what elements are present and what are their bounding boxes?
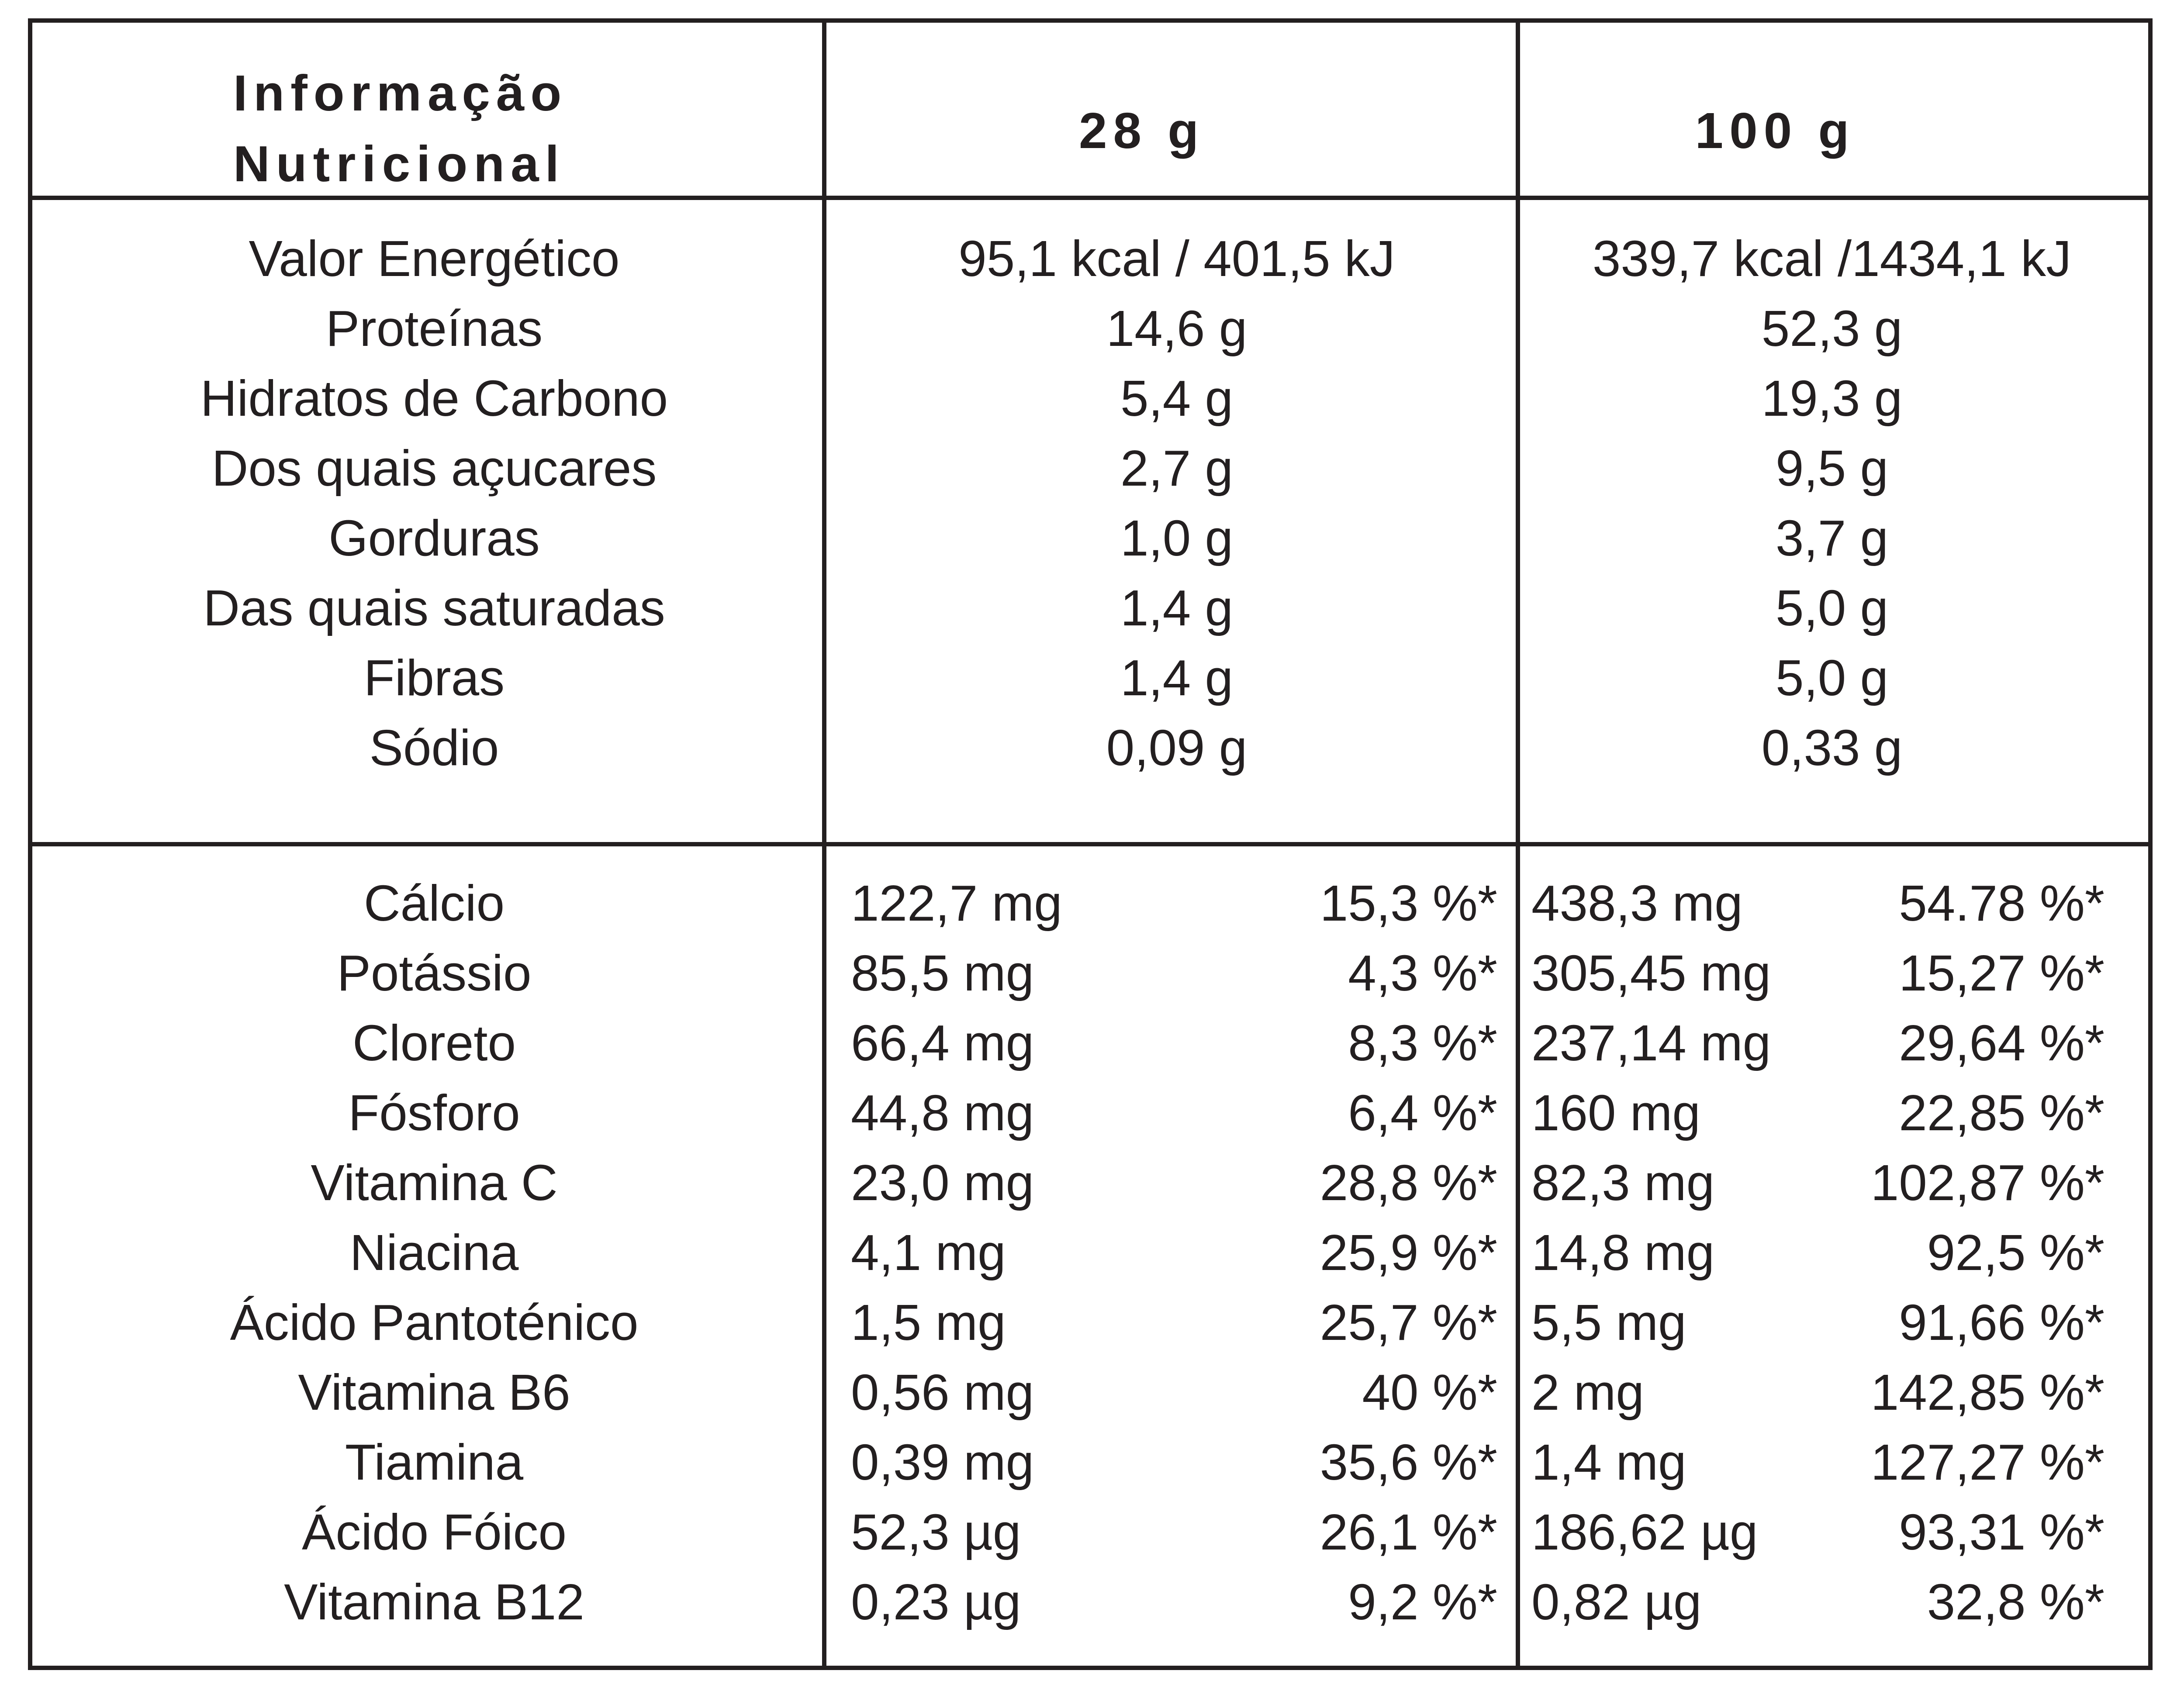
amount-per-100g: 14,8 mg bbox=[1531, 1224, 1715, 1281]
table-row bbox=[32, 643, 2148, 713]
amount-per-28g: 52,3 µg bbox=[851, 1504, 1021, 1560]
amount-per-28g: 0,56 mg bbox=[851, 1364, 1034, 1421]
table-row bbox=[32, 868, 2148, 938]
amount-per-28g: 4,1 mg bbox=[851, 1224, 1006, 1281]
value-per-100g: 19,3 g bbox=[1761, 370, 1903, 427]
table-row bbox=[32, 1497, 2148, 1567]
percent-per-100g: 32,8 %* bbox=[1927, 1574, 2105, 1630]
percent-per-28g: 6,4 %* bbox=[1348, 1084, 1497, 1141]
percent-per-100g: 29,64 %* bbox=[1899, 1015, 2105, 1071]
percent-per-28g: 9,2 %* bbox=[1348, 1574, 1497, 1630]
percent-per-28g: 25,9 %* bbox=[1320, 1224, 1497, 1281]
table-row bbox=[32, 938, 2148, 1008]
table-row bbox=[32, 433, 2148, 503]
percent-per-100g: 22,85 %* bbox=[1899, 1084, 2105, 1141]
percent-per-100g: 54.78 %* bbox=[1899, 875, 2105, 932]
nutrient-name: Gorduras bbox=[328, 510, 540, 566]
table-row bbox=[32, 1008, 2148, 1078]
amount-per-100g: 0,82 µg bbox=[1531, 1574, 1702, 1630]
nutrient-name: Fósforo bbox=[348, 1084, 520, 1141]
nutrient-name: Fibras bbox=[363, 649, 505, 706]
amount-per-100g: 186,62 µg bbox=[1531, 1504, 1758, 1560]
nutrient-name: Sódio bbox=[369, 719, 499, 776]
table-row bbox=[32, 1287, 2148, 1357]
nutrient-name: Cloreto bbox=[352, 1015, 516, 1071]
table-row bbox=[32, 1357, 2148, 1427]
percent-per-100g: 91,66 %* bbox=[1899, 1294, 2105, 1351]
percent-per-100g: 142,85 %* bbox=[1870, 1364, 2105, 1421]
percent-per-28g: 35,6 %* bbox=[1320, 1434, 1497, 1491]
amount-per-28g: 0,23 µg bbox=[851, 1574, 1021, 1630]
amount-per-100g: 82,3 mg bbox=[1531, 1154, 1715, 1211]
title-line-1: Informação bbox=[233, 65, 568, 121]
value-per-28g: 1,4 g bbox=[1120, 649, 1233, 706]
percent-per-28g: 15,3 %* bbox=[1320, 875, 1497, 932]
amount-per-28g: 1,5 mg bbox=[851, 1294, 1006, 1351]
section-divider bbox=[32, 842, 2148, 846]
table-row bbox=[32, 1148, 2148, 1218]
value-per-28g: 5,4 g bbox=[1120, 370, 1233, 427]
percent-per-100g: 15,27 %* bbox=[1899, 945, 2105, 1001]
nutrient-name: Vitamina B6 bbox=[298, 1364, 570, 1421]
percent-per-28g: 28,8 %* bbox=[1320, 1154, 1497, 1211]
nutrient-name: Cálcio bbox=[363, 875, 505, 932]
percent-per-100g: 93,31 %* bbox=[1899, 1504, 2105, 1560]
nutrition-table bbox=[28, 18, 2153, 1670]
value-per-28g: 0,09 g bbox=[1106, 719, 1248, 776]
nutrient-name: Ácido Fóico bbox=[301, 1504, 567, 1560]
value-per-100g: 0,33 g bbox=[1761, 719, 1903, 776]
nutrient-name: Tiamina bbox=[345, 1434, 524, 1491]
nutrient-name: Potássio bbox=[337, 945, 532, 1001]
value-per-100g: 5,0 g bbox=[1776, 580, 1888, 636]
nutrient-name: Ácido Pantoténico bbox=[230, 1294, 639, 1351]
amount-per-28g: 122,7 mg bbox=[851, 875, 1062, 932]
amount-per-100g: 160 mg bbox=[1531, 1084, 1700, 1141]
table-row bbox=[32, 1567, 2148, 1637]
table-row bbox=[32, 503, 2148, 573]
table-row bbox=[32, 363, 2148, 433]
nutrient-name: Vitamina C bbox=[311, 1154, 558, 1211]
table-row bbox=[32, 1218, 2148, 1287]
value-per-28g: 95,1 kcal / 401,5 kJ bbox=[958, 230, 1395, 287]
value-per-28g: 14,6 g bbox=[1106, 300, 1248, 357]
amount-per-28g: 23,0 mg bbox=[851, 1154, 1034, 1211]
percent-per-100g: 102,87 %* bbox=[1870, 1154, 2105, 1211]
nutrient-name: Valor Energético bbox=[249, 230, 620, 287]
value-per-28g: 1,4 g bbox=[1120, 580, 1233, 636]
percent-per-28g: 4,3 %* bbox=[1348, 945, 1497, 1001]
nutrient-name: Dos quais açucares bbox=[211, 440, 657, 497]
table-row bbox=[32, 224, 2148, 293]
column-header-100g: 100 g bbox=[1695, 102, 1856, 159]
amount-per-100g: 5,5 mg bbox=[1531, 1294, 1686, 1351]
amount-per-100g: 305,45 mg bbox=[1531, 945, 1771, 1001]
percent-per-28g: 26,1 %* bbox=[1320, 1504, 1497, 1560]
nutrient-name: Proteínas bbox=[325, 300, 543, 357]
value-per-100g: 52,3 g bbox=[1761, 300, 1903, 357]
percent-per-100g: 127,27 %* bbox=[1870, 1434, 2105, 1491]
value-per-28g: 1,0 g bbox=[1120, 510, 1233, 566]
amount-per-28g: 44,8 mg bbox=[851, 1084, 1034, 1141]
value-per-28g: 2,7 g bbox=[1120, 440, 1233, 497]
column-header-28g: 28 g bbox=[1078, 102, 1205, 159]
table-row bbox=[32, 573, 2148, 643]
nutrient-name: Hidratos de Carbono bbox=[200, 370, 668, 427]
value-per-100g: 339,7 kcal /1434,1 kJ bbox=[1592, 230, 2072, 287]
table-row bbox=[32, 1427, 2148, 1497]
table-row bbox=[32, 713, 2148, 783]
amount-per-28g: 85,5 mg bbox=[851, 945, 1034, 1001]
percent-per-28g: 25,7 %* bbox=[1320, 1294, 1497, 1351]
value-per-100g: 5,0 g bbox=[1776, 649, 1888, 706]
percent-per-100g: 92,5 %* bbox=[1927, 1224, 2105, 1281]
nutrient-name: Vitamina B12 bbox=[284, 1574, 584, 1630]
percent-per-28g: 40 %* bbox=[1362, 1364, 1497, 1421]
table-row bbox=[32, 1078, 2148, 1148]
amount-per-28g: 66,4 mg bbox=[851, 1015, 1034, 1071]
amount-per-28g: 0,39 mg bbox=[851, 1434, 1034, 1491]
amount-per-100g: 2 mg bbox=[1531, 1364, 1644, 1421]
amount-per-100g: 438,3 mg bbox=[1531, 875, 1743, 932]
nutrient-name: Niacina bbox=[349, 1224, 519, 1281]
value-per-100g: 3,7 g bbox=[1776, 510, 1888, 566]
nutrient-name: Das quais saturadas bbox=[203, 580, 665, 636]
table-row bbox=[32, 293, 2148, 363]
amount-per-100g: 237,14 mg bbox=[1531, 1015, 1771, 1071]
percent-per-28g: 8,3 %* bbox=[1348, 1015, 1497, 1071]
value-per-100g: 9,5 g bbox=[1776, 440, 1888, 497]
table-title bbox=[233, 58, 567, 199]
amount-per-100g: 1,4 mg bbox=[1531, 1434, 1686, 1491]
title-line-2: Nutricional bbox=[233, 135, 565, 192]
